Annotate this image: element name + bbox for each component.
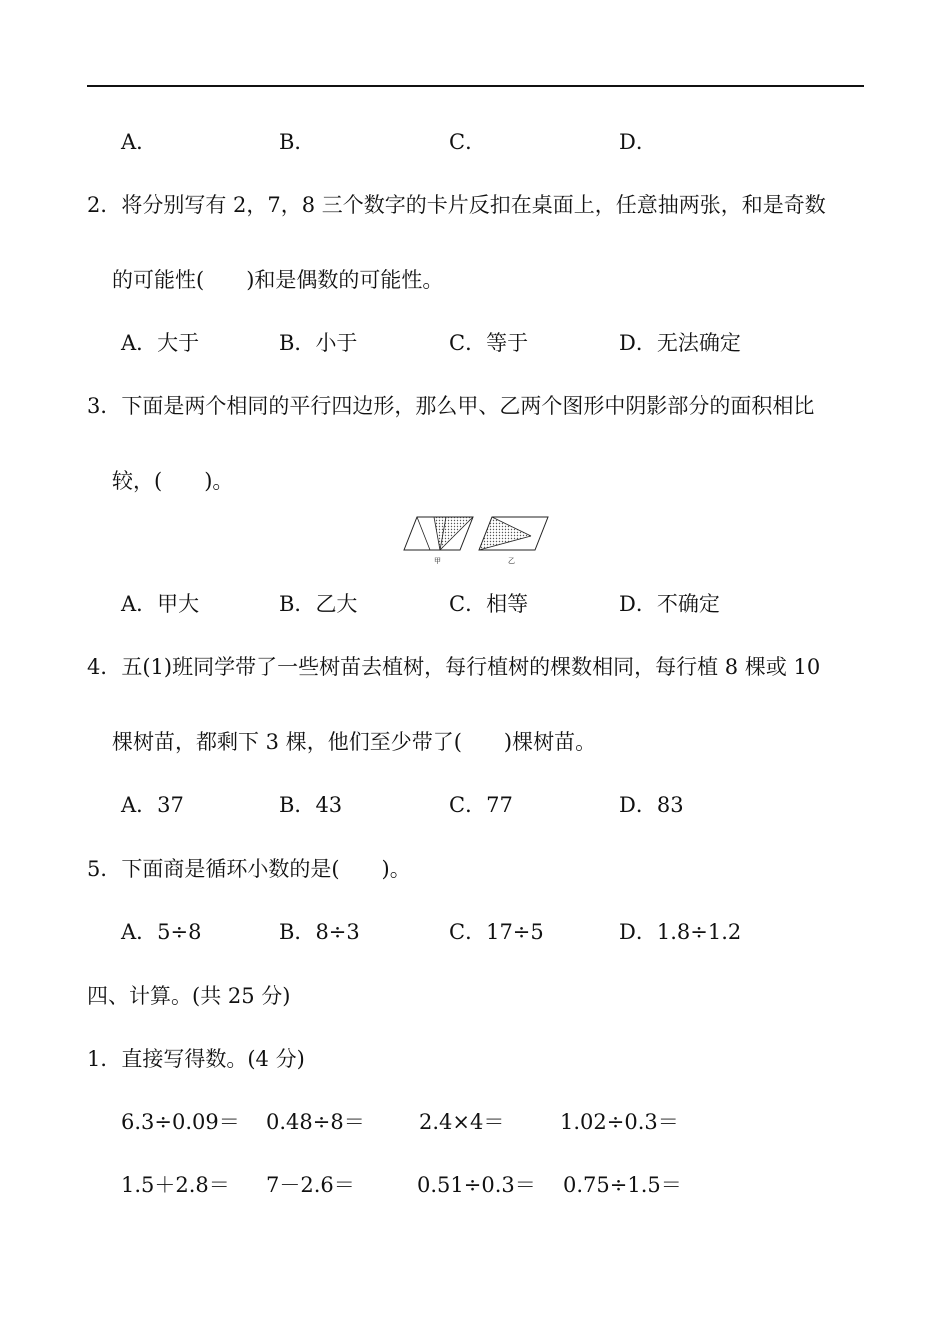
q3-stem-line1: 3．下面是两个相同的平行四边形，那么甲、乙两个图形中阴影部分的面积相比: [87, 394, 815, 418]
q1-option-c[interactable]: C．: [449, 130, 487, 154]
q3-option-c[interactable]: C．相等: [449, 592, 529, 616]
header-rule: [87, 85, 864, 87]
figure-label-yi: 乙: [508, 557, 515, 565]
q4-stem-line1: 4．五(1)班同学带了一些树苗去植树，每行植树的棵数相同，每行植 8 棵或 10: [87, 655, 821, 679]
q5-option-c[interactable]: C．17÷5: [449, 920, 544, 944]
q2-option-b[interactable]: B．小于: [279, 331, 358, 355]
q3-option-d[interactable]: D．不确定: [619, 592, 720, 616]
calc-item: 0.48÷8＝: [266, 1110, 365, 1134]
q4-option-c[interactable]: C．77: [449, 793, 513, 817]
q3-option-b[interactable]: B．乙大: [279, 592, 358, 616]
calc-item: 6.3÷0.09＝: [121, 1110, 240, 1134]
calc-item: 0.75÷1.5＝: [563, 1173, 682, 1197]
q5-option-d[interactable]: D．1.8÷1.2: [619, 920, 742, 944]
figure-label-jia: 甲: [434, 557, 441, 565]
calc-item: 1.02÷0.3＝: [560, 1110, 679, 1134]
parallelogram-yi: [479, 517, 548, 550]
q4-option-a[interactable]: A．37: [121, 793, 184, 817]
q2-option-d[interactable]: D．无法确定: [619, 331, 741, 355]
q5-stem-line1: 5．下面商是循环小数的是( )。: [87, 857, 411, 881]
q2-option-c[interactable]: C．等于: [449, 331, 529, 355]
parallelogram-figure: [402, 513, 550, 571]
q3-stem-line2: 较，( )。: [112, 469, 234, 493]
q3-option-a[interactable]: A．甲大: [121, 592, 200, 616]
calc-item: 7－2.6＝: [266, 1173, 355, 1197]
q2-option-a[interactable]: A．大于: [121, 331, 200, 355]
q4-stem-line2: 棵树苗，都剩下 3 棵，他们至少带了( )棵树苗。: [112, 730, 597, 754]
q1-option-d[interactable]: D．: [619, 130, 657, 154]
q5-option-a[interactable]: A．5÷8: [121, 920, 202, 944]
q2-stem-line2: 的可能性( )和是偶数的可能性。: [112, 268, 444, 292]
parallelogram-jia: [404, 517, 473, 550]
section4-sub1: 1．直接写得数。(4 分): [87, 1047, 305, 1071]
q5-option-b[interactable]: B．8÷3: [279, 920, 360, 944]
calc-item: 2.4×4＝: [419, 1110, 505, 1134]
q4-option-b[interactable]: B．43: [279, 793, 343, 817]
calc-item: 0.51÷0.3＝: [417, 1173, 536, 1197]
q1-option-a[interactable]: A．: [121, 130, 158, 154]
q1-option-b[interactable]: B．: [279, 130, 316, 154]
q2-stem-line1: 2．将分别写有 2，7，8 三个数字的卡片反扣在桌面上，任意抽两张，和是奇数: [87, 193, 826, 217]
calc-item: 1.5＋2.8＝: [121, 1173, 230, 1197]
section4-title: 四、计算。(共 25 分): [87, 984, 291, 1008]
q4-option-d[interactable]: D．83: [619, 793, 684, 817]
